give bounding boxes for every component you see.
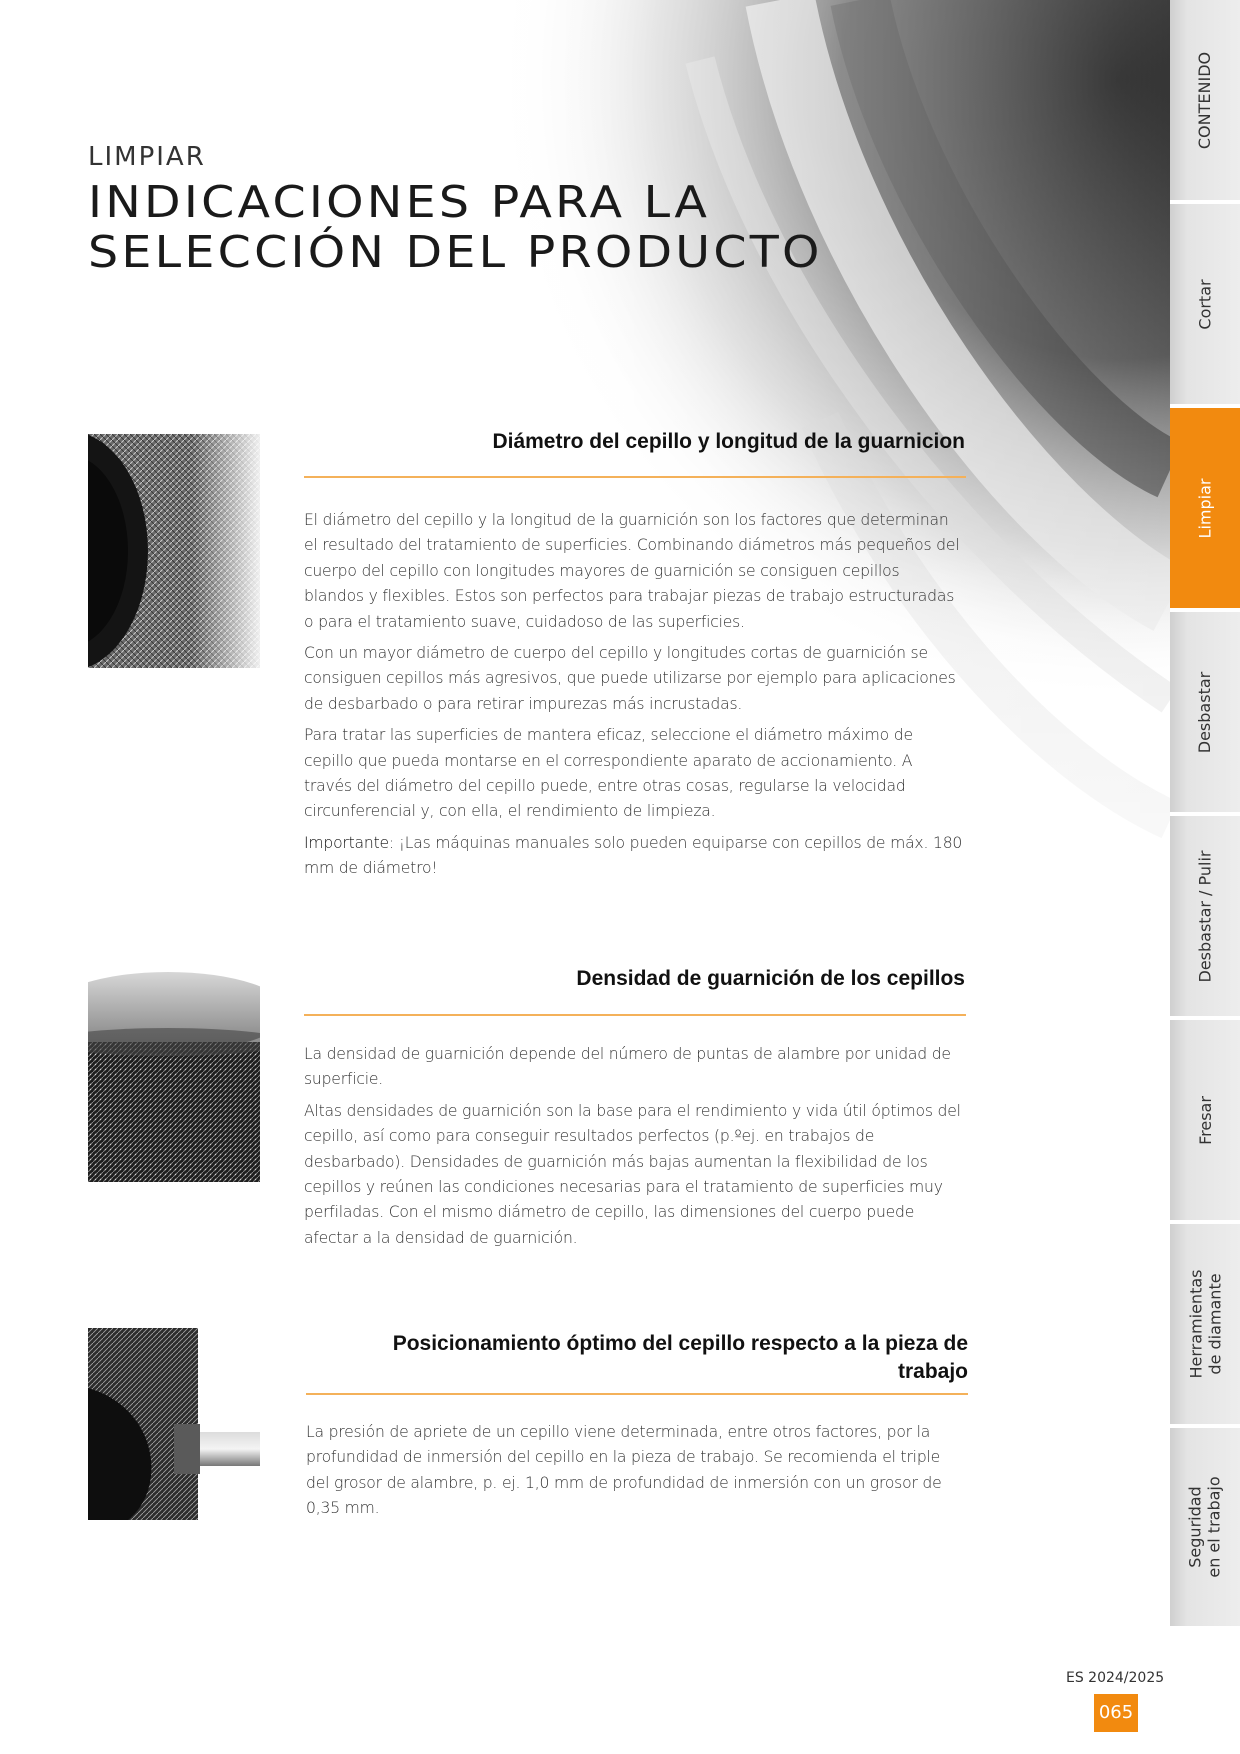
tab-cortar[interactable] [1170,204,1240,406]
brush-density-photo [88,972,260,1182]
brush-diameter-photo [88,434,260,668]
section-eyebrow: LIMPIAR [88,142,206,172]
tab-label: CONTENIDO [1195,51,1215,149]
tab-label: Fresar [1195,1095,1215,1145]
section-heading-position: Posicionamiento óptimo del cepillo respecto a la pieza de trabajo [392,1332,968,1383]
tab-label-line1: Herramientas [1186,1269,1206,1379]
tab-limpiar[interactable] [1170,408,1240,610]
paragraph: Para tratar las superficies de mantera eficaz, seleccione el diámetro máximo de cepillo que pueda montarse en el correspondiente aparato de accionamiento. A través del diámetro del cepillo puede, entre otras cosas, regularse la velocidad circunferencial y, con ella, el rendimiento de limpieza. [304,726,913,821]
paragraph: El diámetro del cepillo y la longitud de la guarnición son los factores que determinan el resultado del tratamiento de superficies. Combinando diámetros más pequeños del cuerpo del cepillo con longitudes mayores de guarnición se consiguen cepillos blandos y flexibles. Estos son perfectos para trabajar piezas de trabajo estructuradas o para el tratamiento suave, cuidadoso de las superficies. [304,511,960,631]
important-label: Importante [304,833,389,852]
tab-label [1186,1270,1224,1379]
paragraph: Altas densidades de guarnición son la base para el rendimiento y vida útil óptimos del cepillo, así como para conseguir resultados perfectos (p.ºej. en trabajos de desbarbado). Densidades de guarnición más bajas aumentan la flexibilidad de los cepillos y reúnen las condiciones necesarias para el tratamiento de superficies muy perfiladas. Con el mismo diámetro de cepillo, las dimensiones del cuerpo puede afectar a la densidad de guarnición. [304,1101,961,1247]
section-body-diameter [304,508,964,888]
tab-label [1186,1476,1224,1577]
paragraph: La densidad de guarnición depende del número de puntas de alambre por unidad de superficie. [304,1045,951,1089]
tab-label: Cortar [1195,278,1215,330]
paragraph: Con un mayor diámetro de cuerpo del cepillo y longitudes cortas de guarnición se consiguen cepillos más agresivos, que puede utilizarse por ejemplo para aplicaciones de desbarbado o para retirar impurezas más incrustadas. [304,644,956,713]
section-body-position [306,1420,966,1528]
tab-label: Desbastar / Pulir [1195,850,1215,982]
tab-fresar[interactable] [1170,1020,1240,1222]
section-divider [306,1393,968,1395]
tab-label-line1: Seguridad [1186,1486,1206,1568]
page-title [88,178,1060,278]
edition-label: ES 2024/2025 [1066,1670,1165,1686]
section-heading-diameter: Diámetro del cepillo y longitud de la guarnicion [492,430,965,453]
section-divider [304,1014,966,1016]
tab-label: Desbastar [1195,671,1215,753]
tab-desbastar-pulir[interactable] [1170,816,1240,1018]
tab-label: Limpiar [1195,478,1215,538]
page-number: 065 [1094,1694,1138,1732]
important-text: : ¡Las máquinas manuales solo pueden equiparse con cepillos de máx. 180 mm de diámetro! [304,833,963,878]
section-body-density [304,1042,964,1257]
tab-herramientas-diamante[interactable] [1170,1224,1240,1426]
tab-contenido[interactable] [1170,0,1240,202]
page-title-line2: SELECCIÓN DEL PRODUCTO [88,227,823,278]
paragraph: La presión de apriete de un cepillo viene determinada, entre otros factores, por la profundidad de inmersión del cepillo en la pieza de trabajo. Se recomienda el triple del grosor de alambre, p. ej. 1,0 mm de profundidad de inmersión con un grosor de 0,35 mm. [306,1423,942,1518]
chapter-tabs [1170,0,1240,1620]
tab-desbastar[interactable] [1170,612,1240,814]
tab-label-line2: de diamante [1205,1273,1225,1375]
section-divider [304,476,966,478]
tab-seguridad-trabajo[interactable] [1170,1428,1240,1628]
important-note [304,831,964,882]
tab-label-line2: en el trabajo [1205,1476,1225,1578]
page-title-line1: INDICACIONES PARA LA [88,177,711,228]
brush-position-photo [88,1328,260,1520]
section-heading-density: Densidad de guarnición de los cepillos [576,967,965,990]
